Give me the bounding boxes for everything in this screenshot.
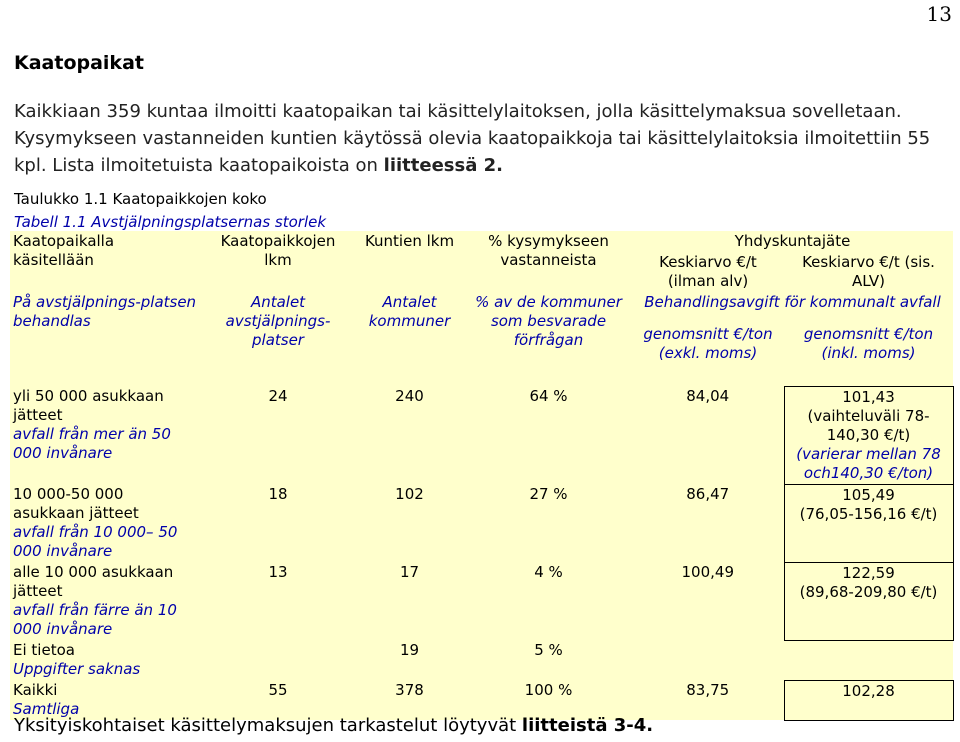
header-group-sv: Behandlingsavgift för kommunalt avfall: [632, 292, 953, 324]
row-municipalities: 19: [354, 640, 465, 680]
row-avg-excl: 100,49: [632, 562, 784, 640]
row-label: 10 000-50 000 asukkaan jätteet avfall från 10 000– 50 000 invånare: [10, 484, 202, 562]
row-sites: 18: [202, 484, 354, 562]
table-row: [10, 386, 953, 484]
row-avg-incl: 102,28: [784, 680, 953, 720]
row-avg-incl: 105,49 (76,05-156,16 €/t): [784, 484, 953, 562]
row-avg-excl: 83,75: [632, 680, 784, 720]
table-row: [10, 562, 953, 640]
header-col2-sv: Antalet avstjälpnings-platser: [202, 292, 354, 386]
row-sites: [202, 640, 354, 680]
intro-appendix-ref: liitteessä 2.: [383, 155, 504, 176]
header-col5-fi: Keskiarvo €/t (ilman alv): [632, 252, 784, 292]
row-percent: 64 %: [465, 386, 632, 484]
row-label: alle 10 000 asukkaan jätteet avfall från färre än 10 000 invånare: [10, 562, 202, 640]
header-col4-sv: % av de kommuner som besvarade förfrågan: [465, 292, 632, 386]
footer-note: [14, 715, 653, 736]
intro-text: Kaikkiaan 359 kuntaa ilmoitti kaatopaikan tai käsittelylaitoksen, jolla käsittelymaksua sovelletaan. Kysymykseen vastanneiden kuntien käytössä olevia kaatopaikkoja tai käsittelylaitoksia ilmoitettiin 55 kpl. Lista ilmoitetuista kaatopaikoista on: [14, 101, 931, 176]
row-municipalities: 102: [354, 484, 465, 562]
row-percent: 100 %: [465, 680, 632, 720]
row-percent: 4 %: [465, 562, 632, 640]
row-sites: 13: [202, 562, 354, 640]
header-group-fi: Yhdyskuntajäte: [632, 231, 953, 252]
table-caption-fi: Taulukko 1.1 Kaatopaikkojen koko: [14, 190, 267, 208]
header-col3-fi: Kuntien lkm: [354, 231, 465, 292]
row-sites: 24: [202, 386, 354, 484]
header-col1-sv: På avstjälpnings-platsen behandlas: [10, 292, 202, 386]
header-row-fi: [10, 231, 953, 252]
section-heading: Kaatopaikat: [14, 52, 144, 74]
row-avg-excl: 86,47: [632, 484, 784, 562]
table-row: [10, 484, 953, 562]
landfill-size-table: [10, 231, 954, 721]
row-avg-incl: 122,59 (89,68-209,80 €/t): [784, 562, 953, 640]
header-col2-fi: Kaatopaikkojen lkm: [202, 231, 354, 292]
row-label: Ei tietoa Uppgifter saknas: [10, 640, 202, 680]
row-municipalities: 240: [354, 386, 465, 484]
row-label: Kaikki Samtliga: [10, 680, 202, 720]
header-col6-fi: Keskiarvo €/t (sis. ALV): [784, 252, 953, 292]
footer-text: Yksityiskohtaiset käsittelymaksujen tarkastelut löytyvät: [14, 715, 522, 736]
row-avg-incl: [784, 640, 953, 680]
row-label: yli 50 000 asukkaan jätteet avfall från mer än 50 000 invånare: [10, 386, 202, 484]
header-col6-sv: genomsnitt €/ton (inkl. moms): [784, 324, 953, 386]
row-avg-excl: 84,04: [632, 386, 784, 484]
row-avg-incl: 101,43 (vaihteluväli 78-140,30 €/t) (varierar mellan 78 och140,30 €/ton): [784, 386, 953, 484]
table-row: [10, 640, 953, 680]
row-sites: 55: [202, 680, 354, 720]
header-col1-fi: Kaatopaikalla käsitellään: [10, 231, 202, 292]
row-percent: 27 %: [465, 484, 632, 562]
row-percent: 5 %: [465, 640, 632, 680]
header-row-sv: [10, 292, 953, 324]
footer-appendix-ref: liitteistä 3-4.: [521, 715, 654, 736]
intro-paragraph: [14, 98, 944, 179]
row-municipalities: 17: [354, 562, 465, 640]
row-avg-excl: [632, 640, 784, 680]
header-col4-fi: % kysymykseen vastanneista: [465, 231, 632, 292]
header-col3-sv: Antalet kommuner: [354, 292, 465, 386]
table-caption-sv: Tabell 1.1 Avstjälpningsplatsernas storlek: [14, 213, 327, 231]
row-municipalities: 378: [354, 680, 465, 720]
table-row: [10, 680, 953, 720]
header-col5-sv: genomsnitt €/ton (exkl. moms): [632, 324, 784, 386]
page-number: 13: [926, 2, 952, 26]
